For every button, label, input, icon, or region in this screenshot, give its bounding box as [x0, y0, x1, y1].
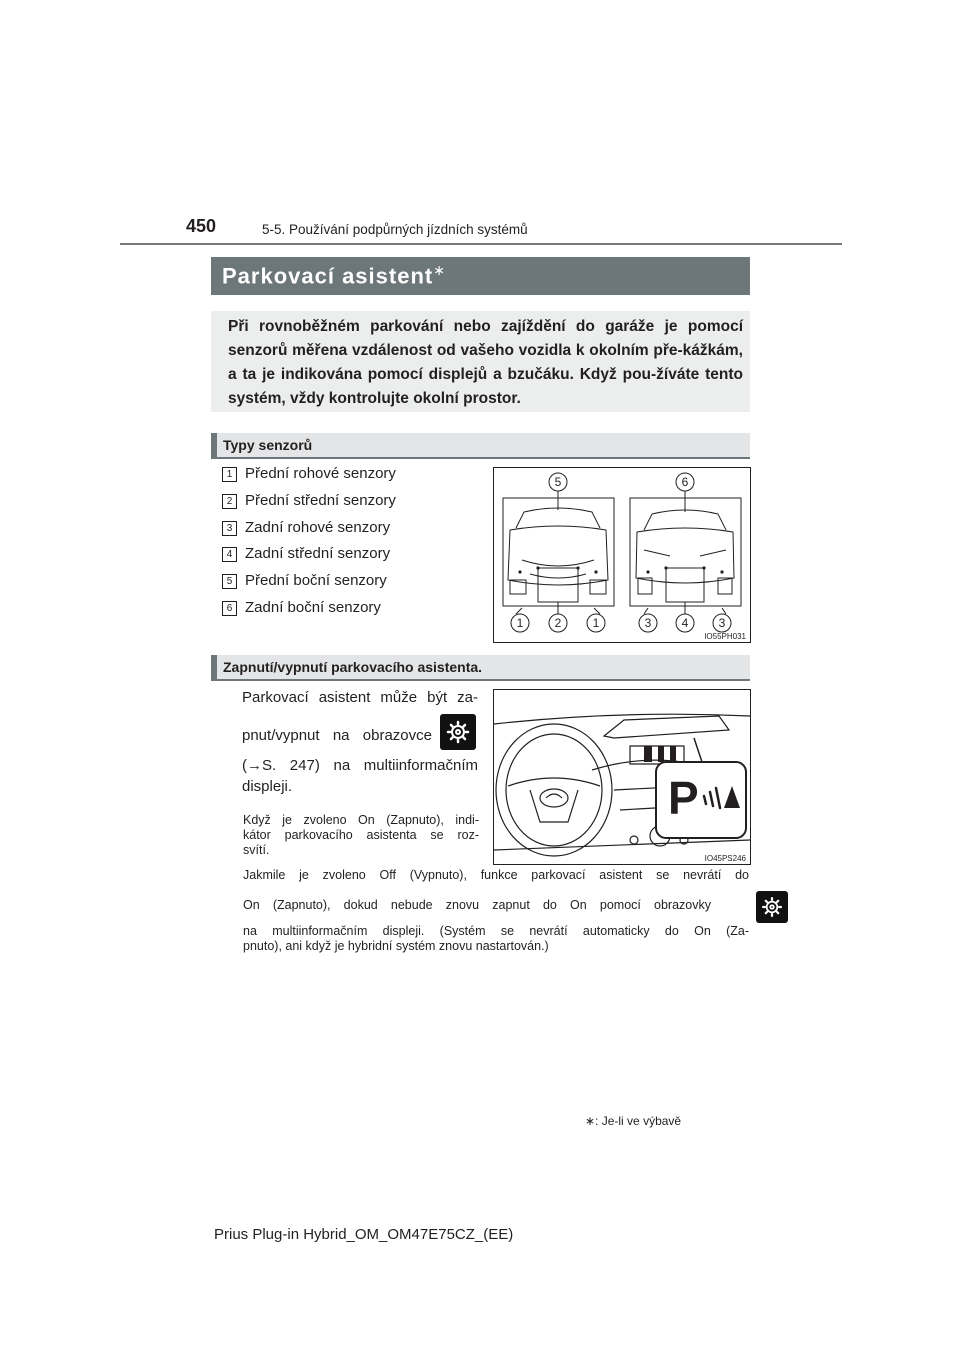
- callout-label: 1: [516, 616, 524, 630]
- item-label: Zadní střední senzory: [245, 545, 391, 562]
- parking-indicator-letter: P: [668, 772, 699, 824]
- callout-label: 6: [681, 475, 689, 489]
- callout-label: 5: [554, 475, 562, 489]
- item-label: Zadní boční senzory: [245, 599, 381, 616]
- callout-label: 3: [718, 616, 726, 630]
- figure-code: IO55PH031: [704, 632, 746, 641]
- section2-heading: Zapnutí/vypnutí parkovacího asistenta.: [223, 659, 483, 675]
- item-label: Přední střední senzory: [245, 492, 396, 509]
- title-text: Parkovací asistent: [222, 263, 434, 289]
- item-label: Zadní rohové senzory: [245, 519, 391, 536]
- list-item: [222, 519, 390, 536]
- note-line: Když je zvoleno On (Zapnuto), indi-: [243, 813, 479, 827]
- list-item: [222, 492, 396, 509]
- callout-label: 2: [554, 616, 562, 630]
- item-number: 6: [222, 601, 237, 616]
- note-line: svítí.: [243, 843, 270, 857]
- note-line: pnuto), ani když je hybridní systém znovu nastartován.): [243, 939, 549, 953]
- callout-label: 1: [592, 616, 600, 630]
- settings-gear-icon: [440, 714, 476, 750]
- para-line: Parkovací asistent může být za-: [242, 689, 478, 706]
- page-title: [222, 262, 446, 289]
- item-label: Přední boční senzory: [245, 572, 387, 589]
- note-line: kátor parkovacího asistenta se roz-: [243, 828, 479, 842]
- settings-gear-icon: [756, 891, 788, 923]
- list-item: [222, 545, 390, 562]
- para-line: displeji.: [242, 778, 293, 795]
- section-title: 5-5. Používání podpůrných jízdních systémů: [262, 222, 528, 237]
- dashboard-figure: [493, 689, 751, 865]
- para-line: (→S. 247) na multiinformačním: [242, 757, 478, 774]
- item-number: 5: [222, 574, 237, 589]
- gear-icon: [440, 714, 476, 750]
- footer-document-id: Prius Plug-in Hybrid_OM_OM47E75CZ_(EE): [214, 1226, 514, 1243]
- footnote: ∗: Je-li ve výbavě: [585, 1114, 682, 1128]
- title-asterisk: ∗: [433, 262, 446, 278]
- note-line: Jakmile je zvoleno Off (Vypnuto), funkce parkovací asistent se nevrátí do: [243, 868, 749, 882]
- para-line: pnut/vypnut na obrazovce: [242, 727, 432, 744]
- page-number: 450: [186, 216, 217, 236]
- dashboard-illustration: [494, 690, 750, 864]
- list-item: [222, 572, 387, 589]
- sensor-figure: [493, 467, 751, 643]
- item-label: Přední rohové senzory: [245, 465, 396, 482]
- gear-icon: [756, 891, 788, 923]
- section1-heading: Typy senzorů: [223, 437, 313, 453]
- note-line: On (Zapnuto), dokud nebude znovu zapnut do On pomocí obrazovky: [243, 898, 711, 912]
- item-number: 4: [222, 547, 237, 562]
- item-number: 1: [222, 467, 237, 482]
- note-line: na multiinformačním displeji. (Systém se nevrátí automaticky do On (Za-: [243, 924, 749, 938]
- figure-code: IO45PS246: [704, 854, 746, 863]
- intro-text: Při rovnoběžném parkování nebo zajíždění do garáže je pomocí senzorů měřena vzdálenost od vašeho vozidla k okolním pře-kážkám, a ta je indikována pomocí displejů a bzučáku. Když pou-žíváte tento systém, vždy kontrolujte okolní prostor.: [228, 318, 743, 407]
- list-item: [222, 465, 396, 482]
- callout-label: 3: [644, 616, 652, 630]
- list-item: [222, 599, 381, 616]
- callout-label: 4: [681, 616, 689, 630]
- header-rule: [120, 243, 842, 245]
- item-number: 3: [222, 521, 237, 536]
- car-sensor-diagram: [494, 468, 750, 642]
- item-number: 2: [222, 494, 237, 509]
